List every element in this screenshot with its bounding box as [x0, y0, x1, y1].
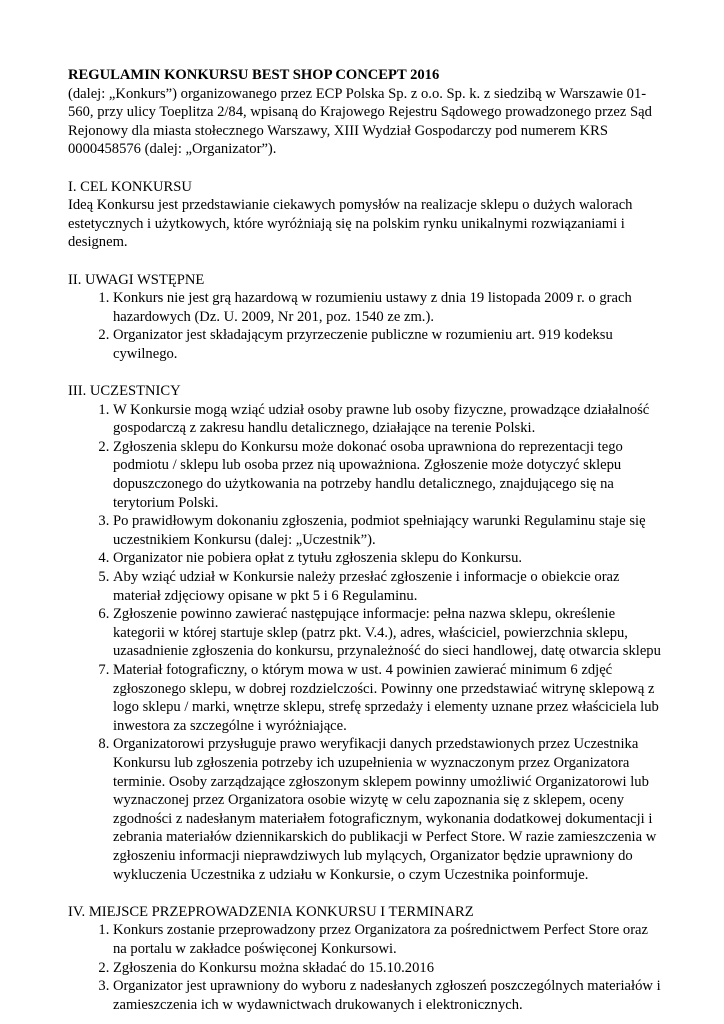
list-item: 7. Materiał fotograficzny, o którym mowa w ust. 4 powinien zawierać minimum 6 zdjęć zgłoszonego sklepu, w dobrej rozdzielczości. Powinny one przedstawiać witrynę sklepową z logo sklepu / marki, wnętrze sklepu, strefę sprzedaży i elementy uznane przez właściciela lub inwestora za szczególne i wyróżniające.	[113, 661, 664, 735]
list-item: 1. Konkurs nie jest grą hazardową w rozumieniu ustawy z dnia 19 listopada 2009 r. o grach hazardowych (Dz. U. 2009, Nr 201, poz. 1540 ze zm.).	[113, 289, 664, 326]
numbered-list	[68, 401, 664, 884]
list-item: 2. Zgłoszenia do Konkursu można składać do 15.10.2016	[113, 959, 664, 978]
section-uczestnicy	[68, 382, 664, 884]
list-item: 2. Zgłoszenia sklepu do Konkursu może dokonać osoba uprawniona do reprezentacji tego podmiotu / sklepu lub osoba przez nią upoważniona. Zgłoszenie może dotyczyć sklepu dopuszczonego do użytkowania na potrzeby handlu detalicznego, znajdującego się na terytorium Polski.	[113, 438, 664, 512]
list-item: 3. Organizator jest uprawniony do wyboru z nadesłanych zgłoszeń poszczególnych materiałów i zamieszczenia ich w wydawnictwach drukowanych i elektronicznych.	[113, 977, 664, 1014]
section-heading: III. UCZESTNICY	[68, 383, 181, 400]
section-heading: IV. MIEJSCE PRZEPROWADZENIA KONKURSU I TERMINARZ	[68, 903, 474, 920]
list-item: 6. Zgłoszenie powinno zawierać następujące informacje: pełna nazwa sklepu, określenie kategorii w której startuje sklep (patrz pkt. V.4.), adres, właściciel, powierzchnia sklepu, uzasadnienie zgłoszenia do konkursu, przynależność do sieci handlowej, datę otwarcia sklepu	[113, 605, 664, 661]
list-item: 5. Aby wziąć udział w Konkursie należy przesłać zgłoszenie i informacje o obiekcie oraz materiał zdjęciowy opisane w pkt 5 i 6 Regulaminu.	[113, 568, 664, 605]
section-cel-konkursu	[68, 178, 664, 252]
list-item: 3. Po prawidłowym dokonaniu zgłoszenia, podmiot spełniający warunki Regulaminu staje się uczestnikiem Konkursu (dalej: „Uczestnik”).	[113, 512, 664, 549]
list-item: 4. Organizator nie pobiera opłat z tytułu zgłoszenia sklepu do Konkursu.	[113, 549, 664, 568]
list-item: 1. W Konkursie mogą wziąć udział osoby prawne lub osoby fizyczne, prowadzące działalność gospodarczą z zakresu handlu detalicznego, działające na terenie Polski.	[113, 401, 664, 438]
numbered-list	[68, 289, 664, 363]
list-item: 2. Organizator jest składającym przyrzeczenie publiczne w rozumieniu art. 919 kodeksu cywilnego.	[113, 326, 664, 363]
section-heading: I. CEL KONKURSU	[68, 178, 192, 195]
intro-paragraph: (dalej: „Konkurs”) organizowanego przez ECP Polska Sp. z o.o. Sp. k. z siedzibą w Warszawie 01-560, przy ulicy Toeplitza 2/84, wpisaną do Krajowego Rejestru Sądowego prowadzonego przez Sąd Rejonowy dla miasta stołecznego Warszawy, XIII Wydział Gospodarczy pod numerem KRS 0000458576 (dalej: „Organizator”).	[68, 85, 652, 158]
list-item: 8. Organizatorowi przysługuje prawo weryfikacji danych przedstawionych przez Uczestnika Konkursu lub zgłoszenia potrzeby ich uzupełnienia w wyznaczonym przez Organizatora terminie. Osoby zarządzające zgłoszonym sklepem powinny umożliwić Organizatorowi lub wyznaczonej przez Organizatora osobie wizytę w celu zapoznania się z sklepem, oceny zgodności z nadesłanym materiałem fotograficznym, wykonania dodatkowej dokumentacji i zebrania materiałów dziennikarskich do publikacji w Perfect Store. W razie zamieszczenia w zgłoszeniu informacji nieprawdziwych lub mylących, Organizator będzie uprawniony do wykluczenia Uczestnika z udziału w Konkursie, o czym Uczestnika poinformuje.	[113, 735, 664, 884]
section-heading: II. UWAGI WSTĘPNE	[68, 271, 205, 288]
section-miejsce-i-terminarz	[68, 903, 664, 1015]
section-paragraph: Ideą Konkursu jest przedstawianie ciekawych pomysłów na realizacje sklepu o dużych walorach estetycznych i użytkowych, które wyróżniają się na polskim rynku unikalnymi rozwiązaniami i designem.	[68, 197, 633, 251]
document-title: REGULAMIN KONKURSU BEST SHOP CONCEPT 2016	[68, 67, 440, 83]
numbered-list	[68, 921, 664, 1014]
section-uwagi-wstepne	[68, 271, 664, 364]
list-item: 1. Konkurs zostanie przeprowadzony przez Organizatora za pośrednictwem Perfect Store oraz na portalu w zakładce poświęconej Konkursowi.	[113, 921, 664, 958]
